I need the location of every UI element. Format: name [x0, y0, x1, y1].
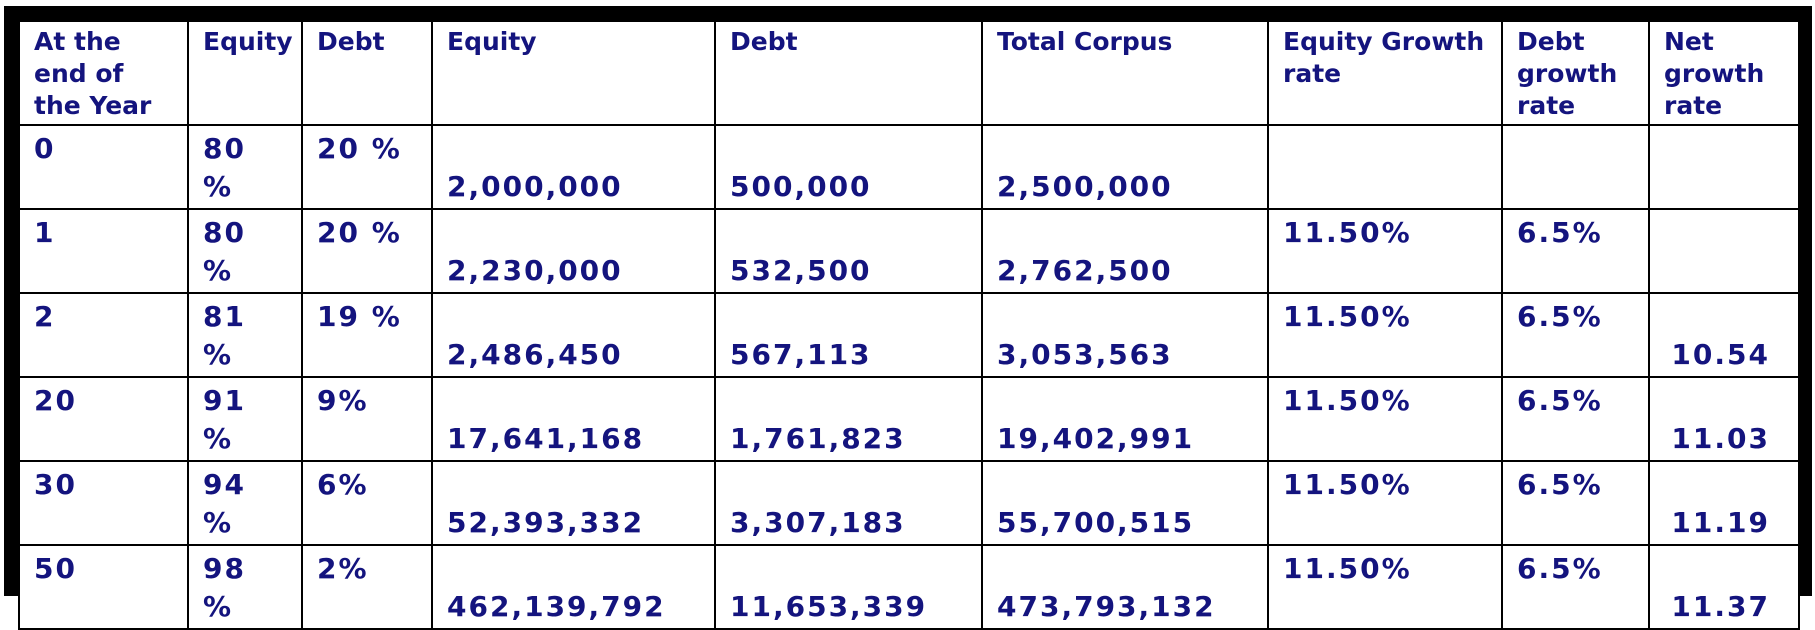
header-net-growth-rate: Net growth rate: [1649, 21, 1799, 125]
cell-equity-growth-rate: 11.50%: [1268, 461, 1502, 545]
cell-debt-growth-rate: 6.5%: [1502, 545, 1649, 629]
cell-equity-value: 17,641,168: [432, 377, 715, 461]
cell-equity-value: 2,486,450: [432, 293, 715, 377]
cell-total-corpus: 2,500,000: [982, 125, 1268, 209]
table-row: [19, 377, 1799, 461]
cell-net-growth-rate: 11.37: [1649, 545, 1799, 629]
cell-year: 0: [19, 125, 188, 209]
header-total-corpus: Total Corpus: [982, 21, 1268, 125]
cell-year: 20: [19, 377, 188, 461]
header-year: At the end of the Year: [19, 21, 188, 125]
cell-debt-pct: 2%: [302, 545, 432, 629]
cell-year: 1: [19, 209, 188, 293]
cell-year: 50: [19, 545, 188, 629]
cell-debt-value: 11,653,339: [715, 545, 982, 629]
cell-net-growth-rate: 11.03: [1649, 377, 1799, 461]
header-equity-growth-rate: Equity Growth rate: [1268, 21, 1502, 125]
table-row: [19, 293, 1799, 377]
cell-equity-growth-rate: 11.50%: [1268, 377, 1502, 461]
cell-debt-value: 532,500: [715, 209, 982, 293]
cell-net-growth-rate: 11.19: [1649, 461, 1799, 545]
cell-debt-pct: 19 %: [302, 293, 432, 377]
cell-debt-growth-rate: 6.5%: [1502, 209, 1649, 293]
cell-debt-value: 3,307,183: [715, 461, 982, 545]
cell-total-corpus: 473,793,132: [982, 545, 1268, 629]
cell-net-growth-rate: 10.54: [1649, 293, 1799, 377]
growth-table: [18, 20, 1800, 630]
header-equity-pct: Equity: [188, 21, 302, 125]
table-frame: [4, 6, 1812, 623]
cell-debt-pct: 20 %: [302, 209, 432, 293]
cell-equity-pct: 98 %: [188, 545, 302, 629]
cell-total-corpus: 3,053,563: [982, 293, 1268, 377]
header-debt-value: Debt: [715, 21, 982, 125]
cell-debt-value: 1,761,823: [715, 377, 982, 461]
cell-equity-pct: 80 %: [188, 209, 302, 293]
cell-year: 2: [19, 293, 188, 377]
cell-equity-growth-rate: 11.50%: [1268, 293, 1502, 377]
cell-equity-value: 462,139,792: [432, 545, 715, 629]
cell-debt-pct: 20 %: [302, 125, 432, 209]
cell-total-corpus: 2,762,500: [982, 209, 1268, 293]
cell-debt-growth-rate: 6.5%: [1502, 461, 1649, 545]
header-equity-value: Equity: [432, 21, 715, 125]
cell-equity-growth-rate: [1268, 125, 1502, 209]
cell-equity-growth-rate: 11.50%: [1268, 545, 1502, 629]
cell-equity-pct: 91 %: [188, 377, 302, 461]
cell-debt-growth-rate: [1502, 125, 1649, 209]
cell-equity-value: 2,000,000: [432, 125, 715, 209]
table-row: [19, 461, 1799, 545]
cell-total-corpus: 19,402,991: [982, 377, 1268, 461]
cell-debt-growth-rate: 6.5%: [1502, 293, 1649, 377]
cell-debt-growth-rate: 6.5%: [1502, 377, 1649, 461]
cell-equity-value: 52,393,332: [432, 461, 715, 545]
cell-equity-pct: 80 %: [188, 125, 302, 209]
header-debt-growth-rate: Debt growth rate: [1502, 21, 1649, 125]
table-row: [19, 545, 1799, 629]
cell-net-growth-rate: [1649, 209, 1799, 293]
table-row: [19, 125, 1799, 209]
cell-total-corpus: 55,700,515: [982, 461, 1268, 545]
cell-equity-growth-rate: 11.50%: [1268, 209, 1502, 293]
cell-equity-pct: 94 %: [188, 461, 302, 545]
cell-debt-pct: 6%: [302, 461, 432, 545]
table-row: [19, 209, 1799, 293]
cell-net-growth-rate: [1649, 125, 1799, 209]
cell-year: 30: [19, 461, 188, 545]
cell-debt-value: 567,113: [715, 293, 982, 377]
cell-debt-pct: 9%: [302, 377, 432, 461]
cell-debt-value: 500,000: [715, 125, 982, 209]
header-debt-pct: Debt: [302, 21, 432, 125]
header-row: [19, 21, 1799, 125]
cell-equity-pct: 81 %: [188, 293, 302, 377]
cell-equity-value: 2,230,000: [432, 209, 715, 293]
